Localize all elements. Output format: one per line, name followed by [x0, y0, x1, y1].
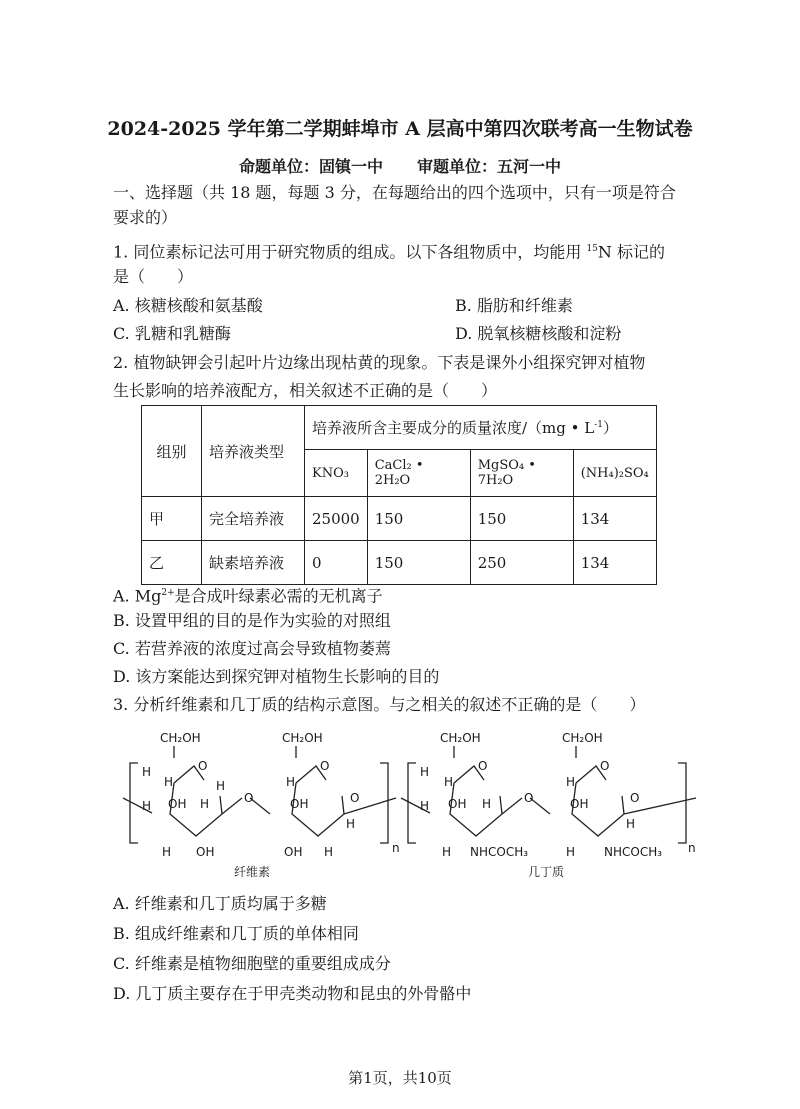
- nutrient-table: [141, 405, 657, 585]
- h-label: H: [346, 817, 356, 831]
- exam-title: 2024-2025 学年第二学期蚌埠市 A 层高中第四次联考高一生物试卷: [107, 118, 693, 140]
- h-label: H: [216, 779, 226, 793]
- subheader-cacl2: CaCl₂ • 2H₂O: [367, 450, 470, 497]
- q2-option-a-sup: 2+: [161, 588, 175, 598]
- h-label: H: [200, 797, 210, 811]
- section-header-line2: 要求的）: [113, 208, 178, 227]
- row-value: 0: [305, 541, 368, 585]
- ch2oh-label: CH₂OH: [440, 731, 481, 745]
- q3-option-c: C. 纤维素是植物细胞壁的重要组成成分: [113, 954, 391, 973]
- h-label: H: [420, 799, 430, 813]
- q1-stem-pre: 1. 同位素标记法可用于研究物质的组成。以下各组物质中，均能用: [113, 242, 587, 262]
- q2-option-a: [113, 582, 383, 607]
- o-label: O: [630, 791, 640, 805]
- polysaccharide-structure-diagram: [118, 728, 698, 888]
- q1-stem-line1: [113, 238, 665, 263]
- q1-option-c: C. 乳糖和乳糖酶: [113, 324, 231, 343]
- row-type: 完全培养液: [202, 497, 305, 541]
- o-label: O: [524, 791, 534, 805]
- subheader-mgso4: MgSO₄ • 7H₂O: [470, 450, 573, 497]
- q2-option-a-post: 是合成叶绿素必需的无机离子: [174, 586, 383, 606]
- table-header-row: [142, 406, 657, 450]
- q1-option-a: A. 核糖核酸和氨基酸: [113, 296, 263, 315]
- table-row: [142, 497, 657, 541]
- q2-stem-line1: 2. 植物缺钾会引起叶片边缘出现枯黄的现象。下表是课外小组探究钾对植物: [113, 353, 646, 372]
- h-label: H: [482, 797, 492, 811]
- subheader-nh4so4: (NH₄)₂SO₄: [573, 450, 656, 497]
- h-label: H: [444, 775, 454, 789]
- q3-option-d: D. 几丁质主要存在于甲壳类动物和昆虫的外骨骼中: [113, 984, 472, 1003]
- row-value: 150: [367, 497, 470, 541]
- row-type: 缺素培养液: [202, 541, 305, 585]
- o-label: O: [600, 759, 610, 773]
- oh-label: OH: [570, 797, 589, 811]
- chitin-structure-lines: [401, 746, 696, 843]
- chitin-label: 几丁质: [528, 865, 565, 879]
- author-unit: 命题单位：固镇一中: [238, 157, 383, 176]
- row-value: 150: [367, 541, 470, 585]
- h-label: H: [164, 775, 174, 789]
- h-label: H: [142, 765, 152, 779]
- nhcoch3-label: NHCOCH₃: [604, 845, 663, 859]
- h-label: H: [286, 775, 296, 789]
- table-row: [142, 541, 657, 585]
- conc-header-close: ）: [603, 419, 619, 437]
- n-subscript: n: [688, 841, 696, 855]
- q1-option-d: D. 脱氧核糖核酸和淀粉: [455, 324, 622, 343]
- exam-units: [0, 154, 800, 177]
- oh-label: OH: [290, 797, 309, 811]
- q1-option-b: B. 脂肪和纤维素: [455, 296, 573, 315]
- row-value: 134: [573, 541, 656, 585]
- page-footer: 第1页，共10页: [348, 1069, 452, 1087]
- o-label: O: [350, 791, 360, 805]
- chitin-labels: [420, 731, 696, 879]
- h-label: H: [142, 799, 152, 813]
- q3-stem: 3. 分析纤维素和几丁质的结构示意图。与之相关的叙述不正确的是（ ）: [113, 695, 646, 714]
- table-header-group: 组别: [142, 406, 202, 497]
- ch2oh-label: CH₂OH: [282, 731, 323, 745]
- oh-label: OH: [196, 845, 215, 859]
- q1-stem-sup: 15: [586, 244, 598, 254]
- o-label: O: [198, 759, 208, 773]
- o-label: O: [478, 759, 488, 773]
- row-value: 150: [470, 497, 573, 541]
- n-subscript: n: [392, 841, 400, 855]
- table-header-type: 培养液类型: [202, 406, 305, 497]
- row-value: 134: [573, 497, 656, 541]
- reviewer-unit: 审题单位：五河一中: [417, 157, 562, 176]
- q3-option-b: B. 组成纤维素和几丁质的单体相同: [113, 924, 359, 943]
- row-group: 甲: [142, 497, 202, 541]
- ch2oh-label: CH₂OH: [160, 731, 201, 745]
- q2-stem-line2: 生长影响的培养液配方，相关叙述不正确的是（ ）: [113, 381, 498, 400]
- h-label: H: [626, 817, 636, 831]
- q2-option-c: C. 若营养液的浓度过高会导致植物萎蔫: [113, 639, 391, 658]
- conc-header-sup: -1: [594, 420, 604, 430]
- o-label: O: [244, 791, 254, 805]
- q2-option-d: D. 该方案能达到探究钾对植物生长影响的目的: [113, 667, 440, 686]
- oh-label: OH: [168, 797, 187, 811]
- q1-stem-line2: 是（ ）: [113, 267, 194, 286]
- h-label: H: [442, 845, 452, 859]
- oh-label: OH: [448, 797, 467, 811]
- row-value: 250: [470, 541, 573, 585]
- conc-header-text: 培养液所含主要成分的质量浓度/（mg • L: [312, 419, 595, 437]
- cellulose-label: 纤维素: [234, 865, 271, 879]
- h-label: H: [324, 845, 334, 859]
- table-header-concentration: [305, 406, 657, 450]
- nhcoch3-label: NHCOCH₃: [470, 845, 529, 859]
- h-label: H: [566, 775, 576, 789]
- o-label: O: [320, 759, 330, 773]
- q1-stem-post: N 标记的: [597, 242, 665, 262]
- q2-option-a-pre: A. Mg: [113, 586, 162, 606]
- section-header-line1: 一、选择题（共 18 题，每题 3 分，在每题给出的四个选项中，只有一项是符合: [113, 183, 676, 202]
- row-group: 乙: [142, 541, 202, 585]
- ch2oh-label: CH₂OH: [562, 731, 603, 745]
- q3-option-a: A. 纤维素和几丁质均属于多糖: [113, 894, 327, 913]
- h-label: H: [162, 845, 172, 859]
- subheader-kno3: KNO₃: [305, 450, 368, 497]
- row-value: 25000: [305, 497, 368, 541]
- h-label: H: [566, 845, 576, 859]
- cellulose-labels: [142, 731, 400, 879]
- q2-option-b: B. 设置甲组的目的是作为实验的对照组: [113, 611, 391, 630]
- h-label: H: [420, 765, 430, 779]
- oh-label: OH: [284, 845, 303, 859]
